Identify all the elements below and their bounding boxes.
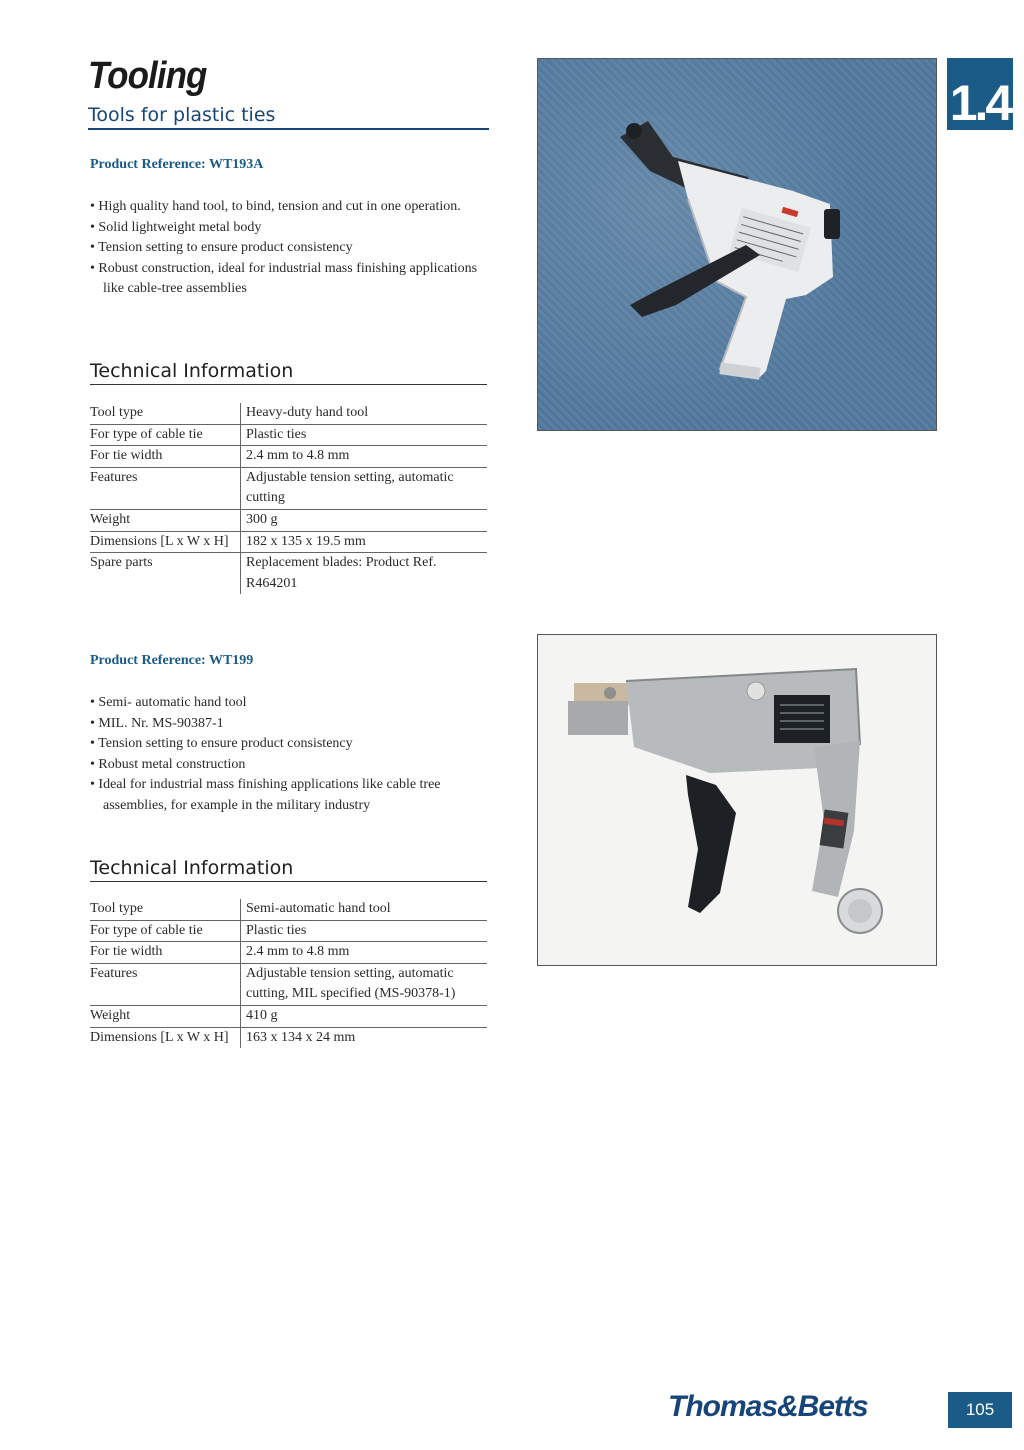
- table-row: [90, 920, 487, 942]
- spec-label: Features: [90, 467, 241, 509]
- spec-value: Plastic ties: [241, 424, 488, 446]
- table-row: [90, 531, 487, 553]
- table-row: [90, 467, 487, 509]
- spec-value: Replacement blades: Product Ref. R464201: [241, 553, 488, 595]
- spec-value: Adjustable tension setting, automatic cutting: [241, 467, 488, 509]
- spec-value: 163 x 134 x 24 mm: [241, 1027, 488, 1048]
- spec-label: For tie width: [90, 942, 241, 964]
- spec-label: Weight: [90, 1005, 241, 1027]
- table-row: [90, 403, 487, 424]
- spec-value: Adjustable tension setting, automatic cutting, MIL specified (MS-90378-1): [241, 963, 488, 1005]
- spec-value: Semi-automatic hand tool: [241, 899, 488, 920]
- table-row: [90, 1005, 487, 1027]
- spec-value: 2.4 mm to 4.8 mm: [241, 942, 488, 964]
- hand-tool-illustration: [538, 59, 936, 430]
- spec-label: Features: [90, 963, 241, 1005]
- metal-tool-illustration: [538, 635, 936, 965]
- table-row: [90, 899, 487, 920]
- table-row: [90, 446, 487, 468]
- page-number: 105: [948, 1392, 1012, 1428]
- heading-divider: [90, 881, 487, 882]
- page-title: Tooling: [88, 55, 207, 97]
- title-divider: [88, 128, 489, 130]
- table-row: [90, 553, 487, 595]
- spec-label: Tool type: [90, 899, 241, 920]
- spec-value: Plastic ties: [241, 920, 488, 942]
- technical-information-heading: Technical Information: [90, 857, 294, 879]
- table-row: [90, 509, 487, 531]
- spec-value: 300 g: [241, 509, 488, 531]
- product-reference-wt193a: Product Reference: WT193A: [90, 157, 264, 172]
- product-photo-wt199: [537, 634, 937, 966]
- spec-label: For tie width: [90, 446, 241, 468]
- list-item: • Tension setting to ensure product consistency: [90, 238, 490, 259]
- table-row: [90, 942, 487, 964]
- product-reference-wt199: Product Reference: WT199: [90, 653, 254, 668]
- list-item: • Robust construction, ideal for industrial mass finishing applications like cable-tree assemblies: [90, 259, 490, 300]
- spec-value: 182 x 135 x 19.5 mm: [241, 531, 488, 553]
- list-item: • Ideal for industrial mass finishing applications like cable tree assemblies, for example in the military industry: [90, 775, 490, 816]
- spec-label: Tool type: [90, 403, 241, 424]
- spec-table: [90, 899, 487, 1048]
- heading-divider: [90, 384, 487, 385]
- list-item: • Solid lightweight metal body: [90, 218, 490, 239]
- list-item: • Semi- automatic hand tool: [90, 693, 490, 714]
- spec-label: For type of cable tie: [90, 424, 241, 446]
- technical-information-heading: Technical Information: [90, 360, 294, 382]
- spec-value: Heavy-duty hand tool: [241, 403, 488, 424]
- list-item: • Tension setting to ensure product consistency: [90, 734, 490, 755]
- list-item: • MIL. Nr. MS-90387-1: [90, 714, 490, 735]
- product-features-list: [90, 693, 490, 817]
- spec-label: Dimensions [L x W x H]: [90, 531, 241, 553]
- list-item: • High quality hand tool, to bind, tension and cut in one operation.: [90, 197, 490, 218]
- table-row: [90, 1027, 487, 1048]
- spec-label: For type of cable tie: [90, 920, 241, 942]
- spec-value: 2.4 mm to 4.8 mm: [241, 446, 488, 468]
- section-number-badge: 1.4: [947, 58, 1013, 130]
- page-subtitle: Tools for plastic ties: [88, 104, 276, 126]
- table-row: [90, 424, 487, 446]
- list-item: • Robust metal construction: [90, 755, 490, 776]
- spec-label: Dimensions [L x W x H]: [90, 1029, 229, 1045]
- spec-label: Spare parts: [90, 555, 153, 571]
- product-photo-wt193a: [537, 58, 937, 431]
- table-row: [90, 963, 487, 1005]
- spec-label: Weight: [90, 509, 241, 531]
- spec-table: [90, 403, 487, 594]
- spec-value: 410 g: [241, 1005, 488, 1027]
- brand-logo: Thomas&Betts: [668, 1390, 868, 1423]
- product-features-list: [90, 197, 490, 300]
